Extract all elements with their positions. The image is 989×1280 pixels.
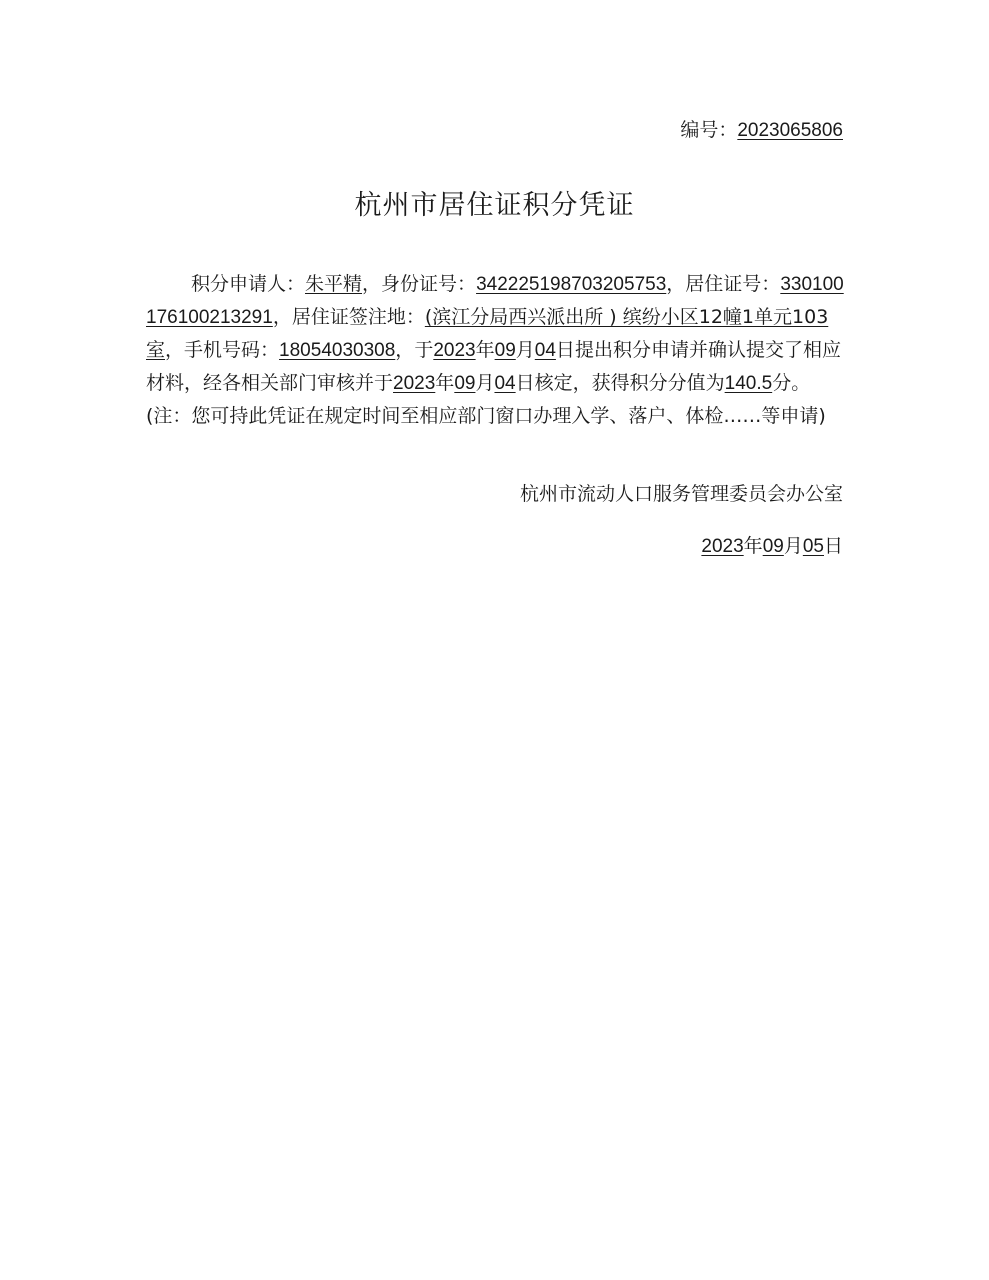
residence-permit-label: 居住证号： xyxy=(685,273,781,295)
approve-day: 04 xyxy=(494,373,516,394)
issuing-office: 杭州市流动人口服务管理委员会办公室 xyxy=(519,483,843,505)
phone-label: 手机号码： xyxy=(184,339,280,361)
separator: ， xyxy=(395,339,415,361)
certificate-number xyxy=(680,116,843,145)
apply-month: 09 xyxy=(494,340,516,361)
certificate-number-label: 编号： xyxy=(680,119,738,141)
separator: ， xyxy=(272,306,292,328)
review-text: 提出积分申请并确认提交了相应材料，经各相关部门审核并于 xyxy=(146,339,841,394)
phone-value: 18054030308 xyxy=(279,340,396,361)
issue-day: 05 xyxy=(802,536,824,557)
score-value: 140.5 xyxy=(724,373,773,394)
issue-year: 2023 xyxy=(701,536,744,557)
month-char: 月 xyxy=(475,372,495,394)
residence-permit-value: 330100176100213291 xyxy=(146,274,844,328)
approve-month: 09 xyxy=(454,373,476,394)
day-char: 日 xyxy=(515,372,535,394)
year-char: 年 xyxy=(435,372,455,394)
day-char: 日 xyxy=(823,535,843,557)
apply-year: 2023 xyxy=(433,340,476,361)
year-char: 年 xyxy=(475,339,495,361)
separator: ， xyxy=(165,339,185,361)
month-char: 月 xyxy=(515,339,535,361)
applicant-label: 积分申请人： xyxy=(191,273,306,295)
page-title: 杭州市居住证积分凭证 xyxy=(354,190,635,221)
apply-day: 04 xyxy=(534,340,556,361)
separator: ， xyxy=(362,273,382,295)
issue-month: 09 xyxy=(762,536,784,557)
endorsement-address-label: 居住证签注地： xyxy=(291,306,425,328)
month-char: 月 xyxy=(783,535,803,557)
score-text: 核定，获得积分分值为 xyxy=(534,372,725,394)
id-number-value: 342225198703205753 xyxy=(476,274,667,295)
score-suffix: 分。 xyxy=(772,372,811,394)
separator: ， xyxy=(666,273,686,295)
applicant-name: 朱平精 xyxy=(305,273,363,295)
endorsement-address-value: (滨江分局西兴派出所 ) 缤纷小区12幢1单元103室 xyxy=(146,306,829,361)
year-char: 年 xyxy=(743,535,763,557)
apply-prefix: 于 xyxy=(414,339,434,361)
issue-date xyxy=(701,532,843,561)
certificate-body xyxy=(146,268,846,432)
id-number-label: 身份证号： xyxy=(381,273,477,295)
usage-note: (注：您可持此凭证在规定时间至相应部门窗口办理入学、落户、体检……等申请) xyxy=(146,405,826,427)
day-char: 日 xyxy=(555,339,575,361)
approve-year: 2023 xyxy=(393,373,436,394)
certificate-number-value: 2023065806 xyxy=(737,120,843,141)
